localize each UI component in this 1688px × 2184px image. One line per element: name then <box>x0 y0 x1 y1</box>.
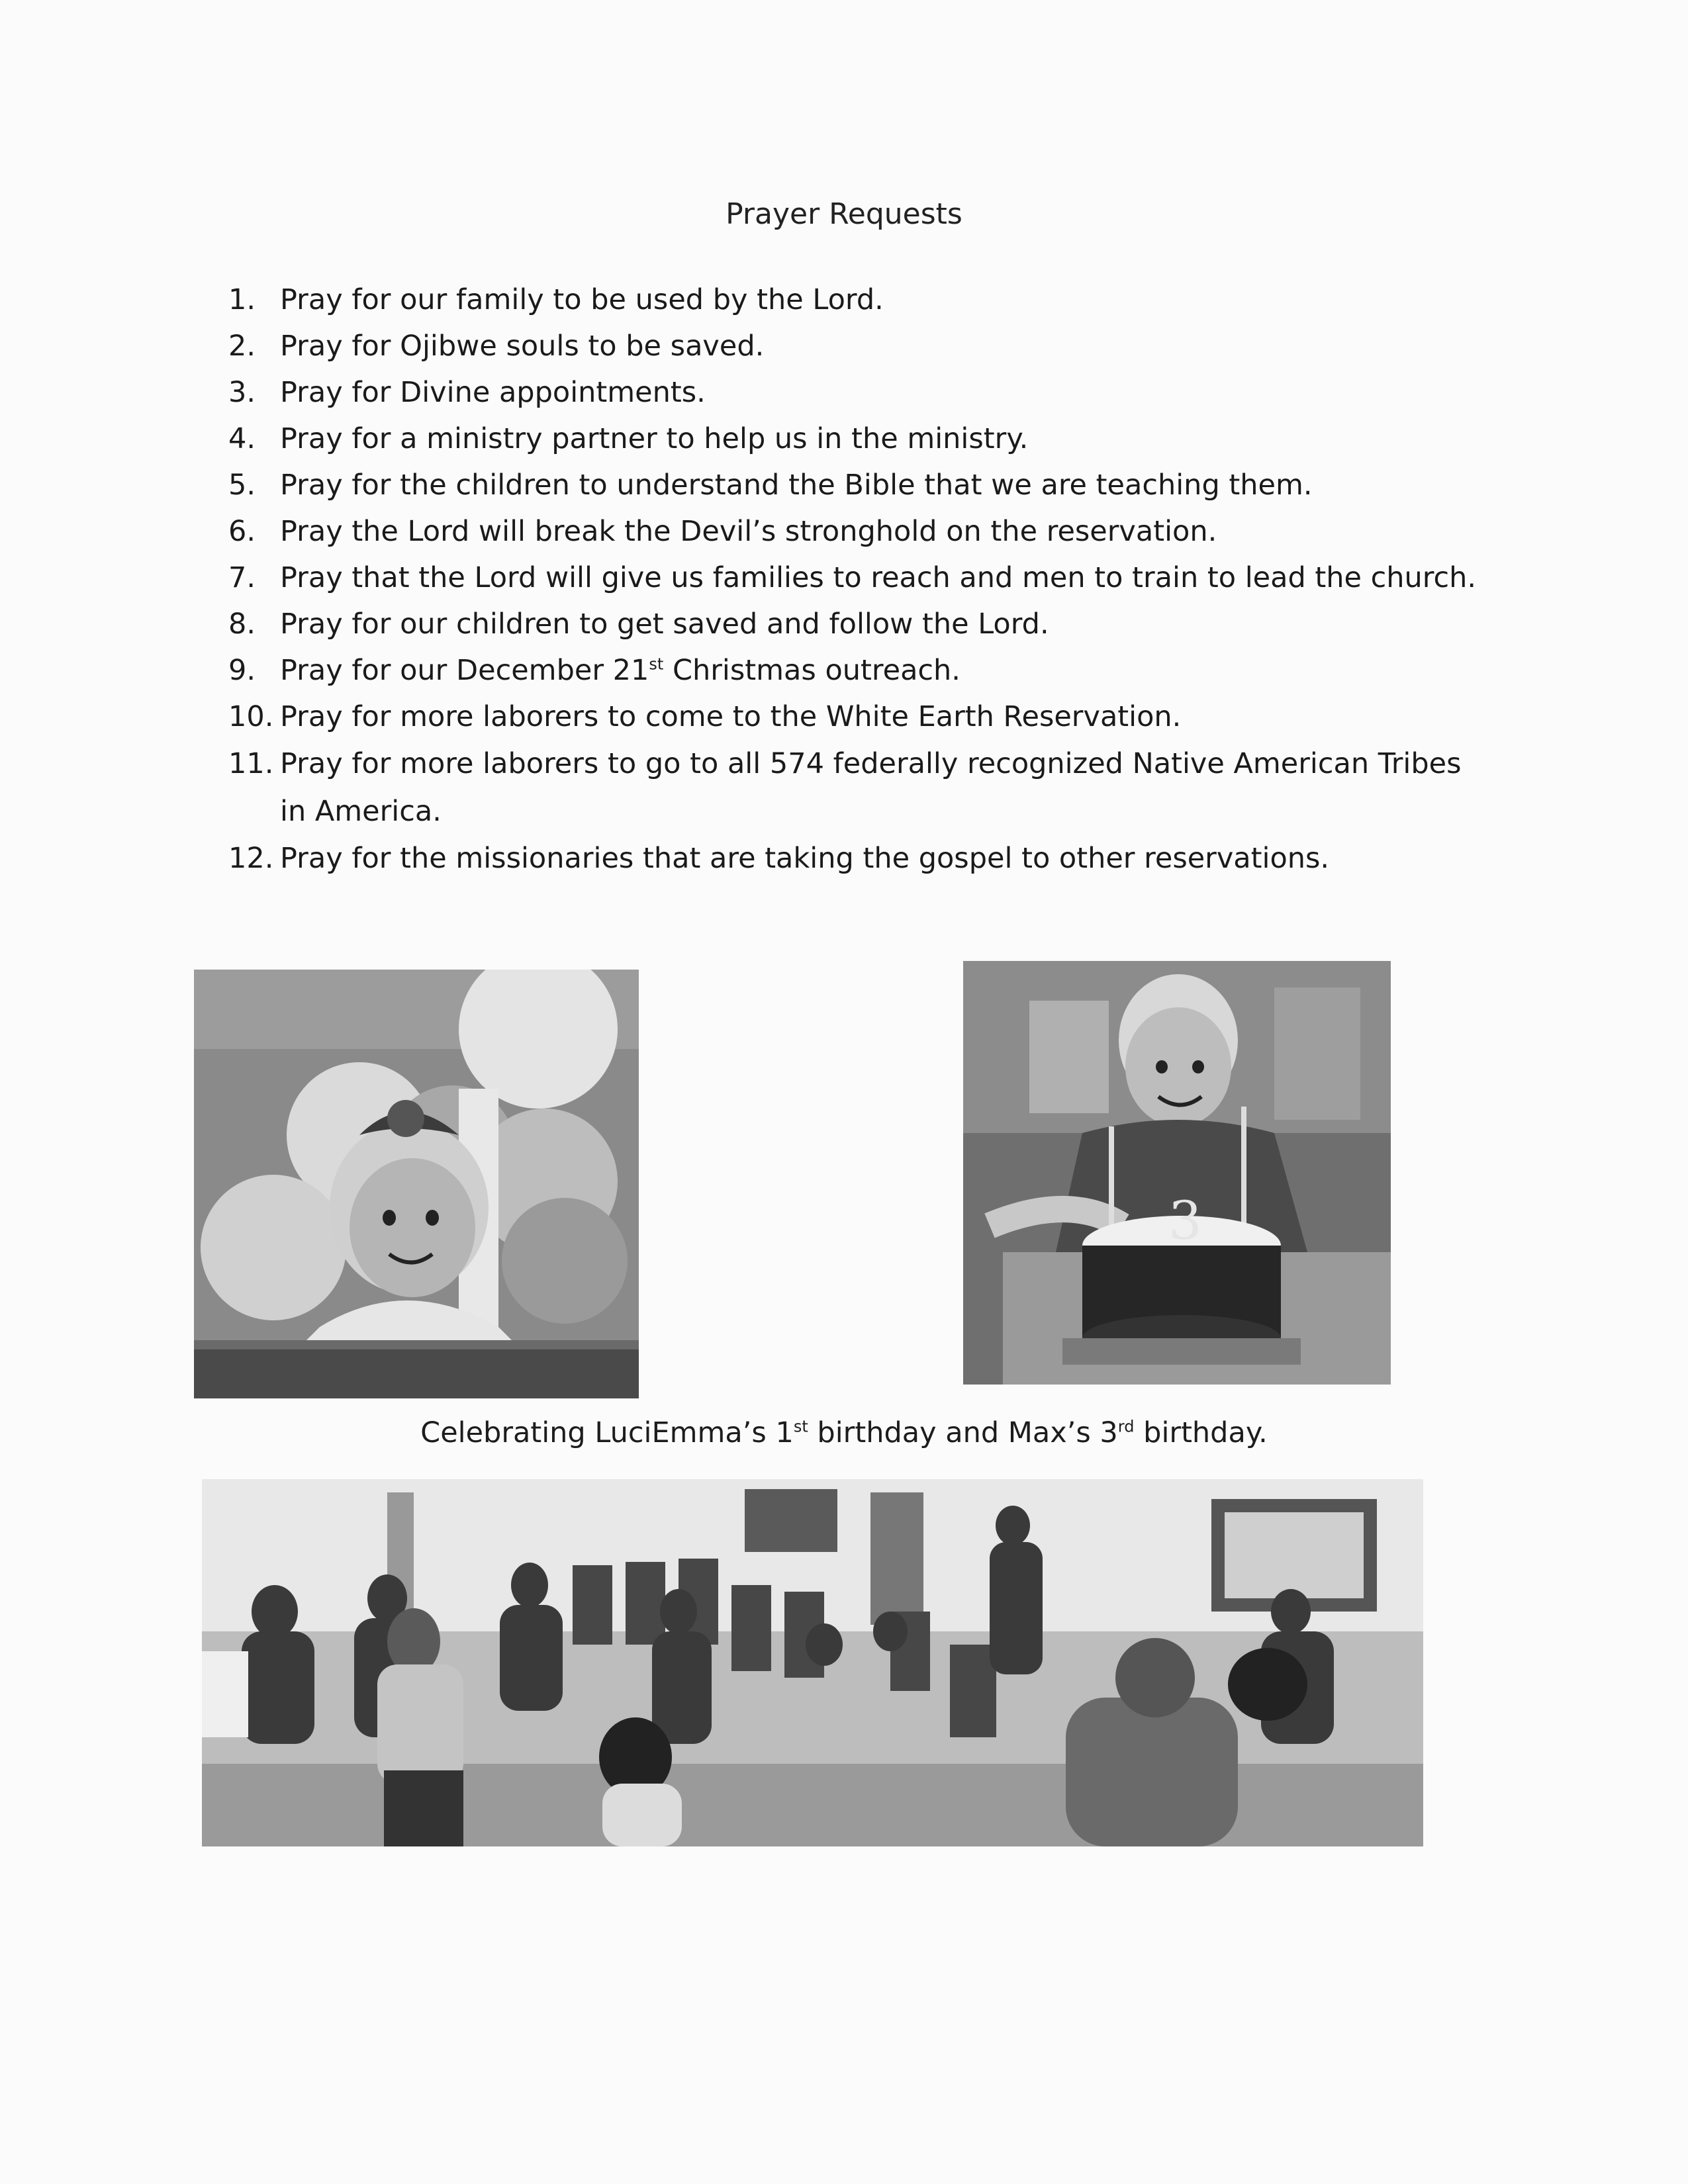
list-item <box>228 323 1486 369</box>
list-item-number: 1. <box>228 283 256 316</box>
list-item-text: Pray for a ministry partner to help us in the ministry. <box>280 422 1029 455</box>
list-item-number: 12. <box>228 842 274 875</box>
page-title: Prayer Requests <box>726 197 962 231</box>
svg-text:3: 3 <box>1168 1190 1202 1251</box>
list-item-text: Pray for the children to understand the Bible that we are teaching them. <box>280 469 1313 502</box>
list-item-number: 11. <box>228 747 274 780</box>
baby-birthday-photo <box>194 970 639 1398</box>
list-item-text: Pray the Lord will break the Devil’s stronghold on the reservation. <box>280 515 1217 548</box>
list-item-text: Pray for Divine appointments. <box>280 376 706 409</box>
list-item-number: 9. <box>228 654 256 687</box>
list-item <box>228 601 1486 647</box>
list-item <box>228 835 1486 882</box>
list-item <box>228 369 1486 416</box>
list-item-text: Pray for more laborers to come to the White Earth Reservation. <box>280 700 1182 733</box>
list-item-number: 2. <box>228 330 256 363</box>
list-item-number: 4. <box>228 422 256 455</box>
list-item-number: 3. <box>228 376 256 409</box>
list-item-number: 8. <box>228 608 256 641</box>
list-item-text: Pray for our December 21st Christmas outreach. <box>280 654 961 687</box>
prayer-request-list <box>228 277 1486 882</box>
list-item-text: Pray that the Lord will give us families to reach and men to train to lead the church. <box>280 561 1477 594</box>
list-item <box>228 647 1486 694</box>
list-item-number: 10. <box>228 700 274 733</box>
list-item <box>228 416 1486 462</box>
list-item <box>228 277 1486 323</box>
list-item <box>228 694 1486 740</box>
list-item-number: 5. <box>228 469 256 502</box>
list-item <box>228 555 1486 601</box>
list-item-text: Pray for Ojibwe souls to be saved. <box>280 330 765 363</box>
photo-caption: Celebrating LuciEmma’s 1st birthday and Max’s 3rd birthday. <box>420 1416 1268 1449</box>
church-gathering-photo <box>202 1479 1423 1846</box>
list-item-text: Pray for our family to be used by the Lord. <box>280 283 884 316</box>
list-item <box>228 508 1486 555</box>
list-item-number: 7. <box>228 561 256 594</box>
list-item <box>228 462 1486 508</box>
list-item-text: Pray for the missionaries that are taking the gospel to other reservations. <box>280 842 1330 875</box>
list-item-text: Pray for our children to get saved and follow the Lord. <box>280 608 1049 641</box>
list-item <box>228 740 1486 835</box>
list-item-number: 6. <box>228 515 256 548</box>
list-item-text: Pray for more laborers to go to all 574 federally recognized Native American Tribes in America. <box>280 747 1462 828</box>
toddler-cake-photo <box>963 961 1391 1385</box>
